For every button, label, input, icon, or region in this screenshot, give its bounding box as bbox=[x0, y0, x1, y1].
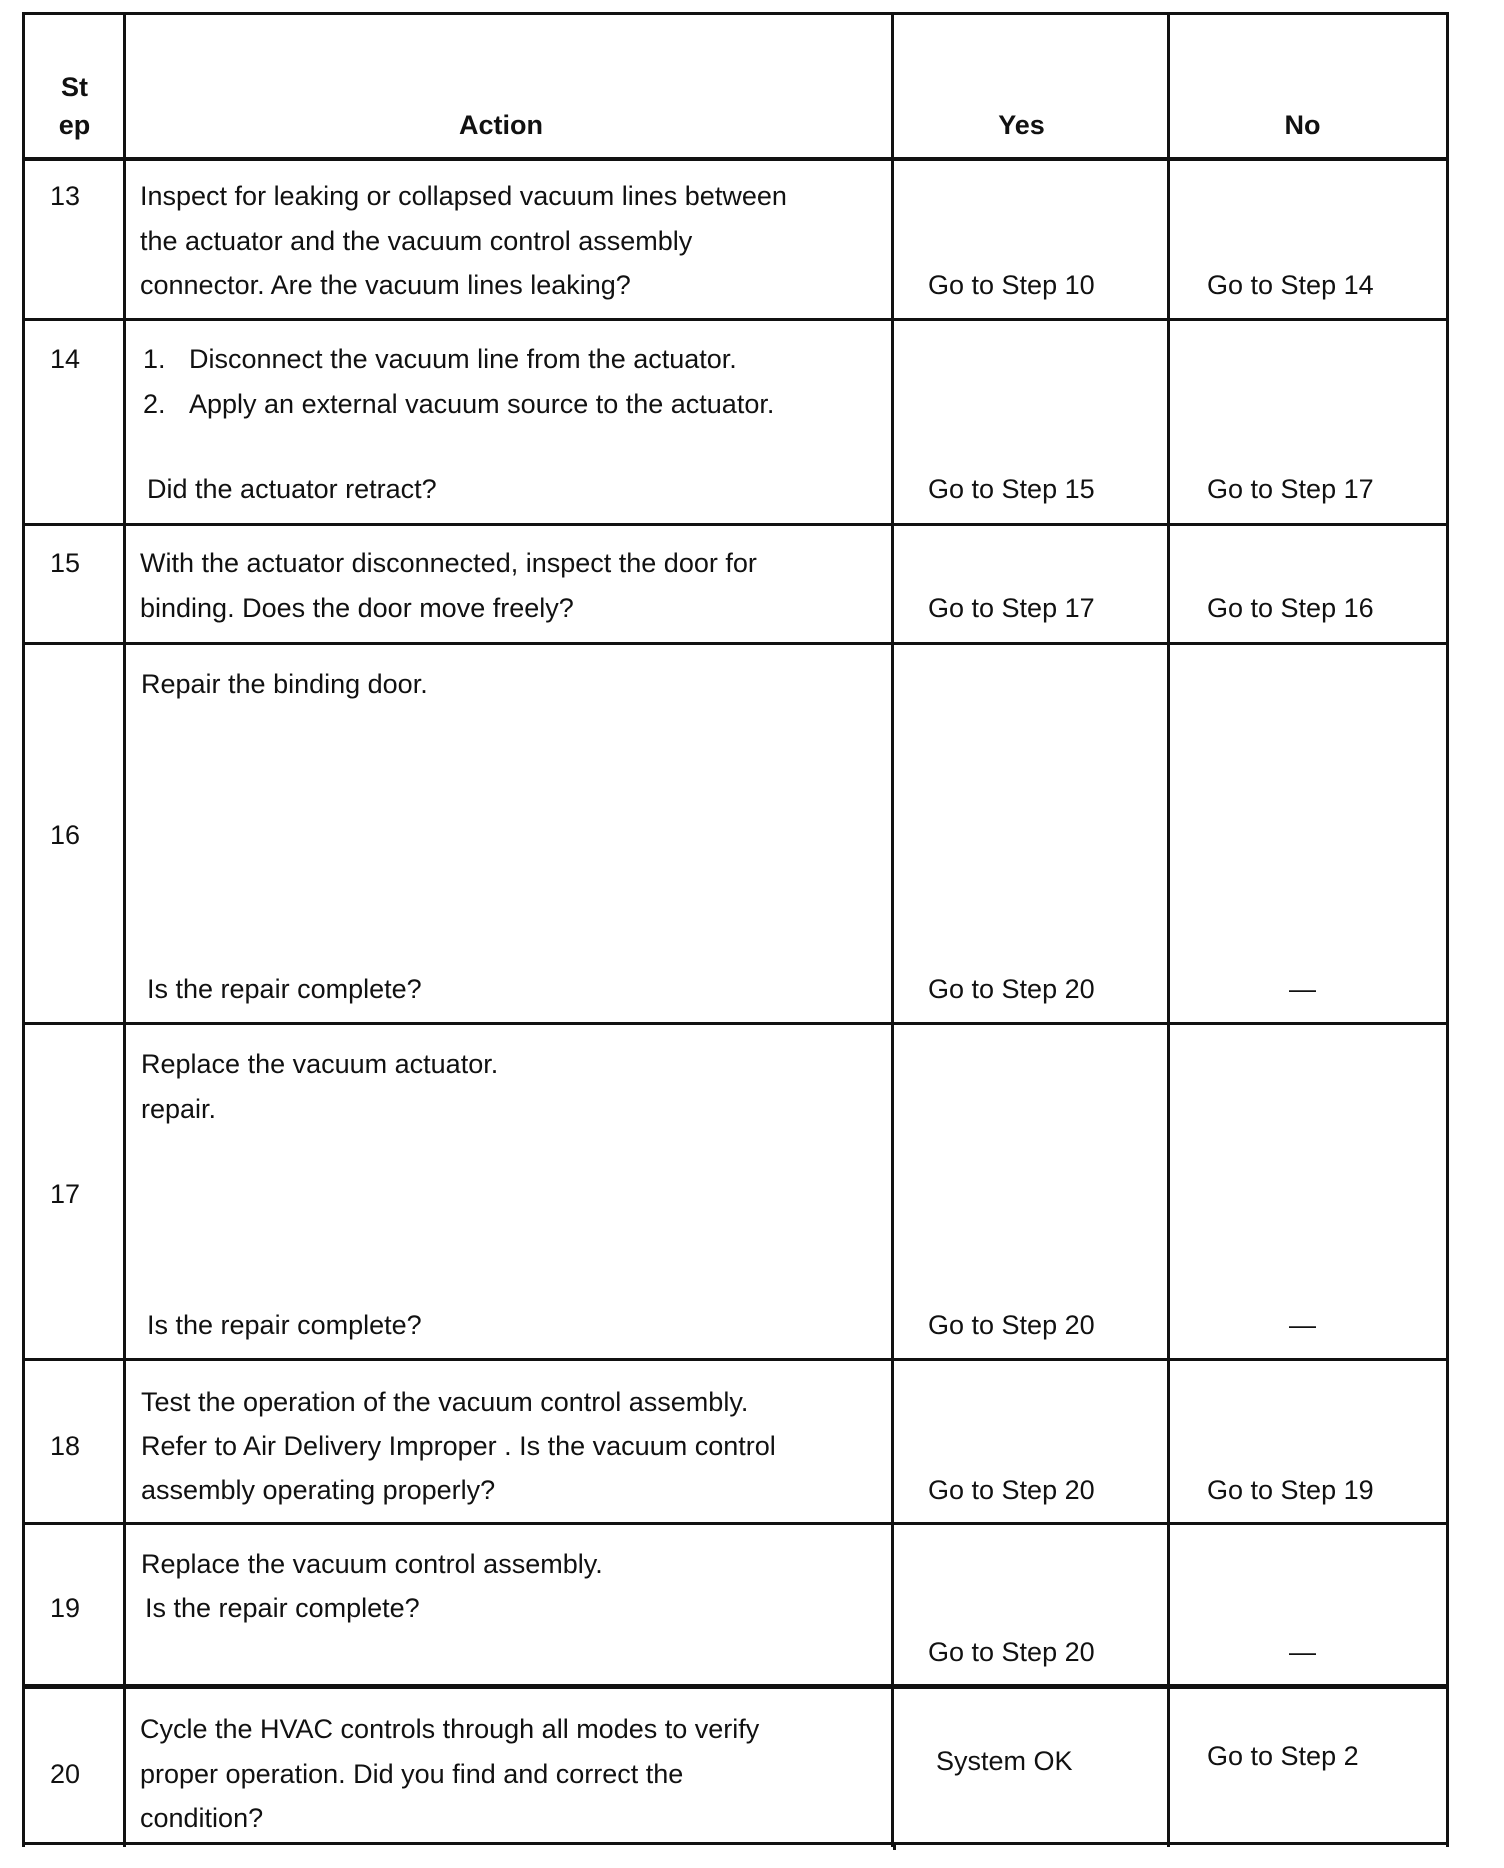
list-number: 2. bbox=[143, 389, 166, 419]
action-text: Replace the vacuum control assembly. bbox=[141, 1549, 603, 1579]
row-divider-16-17 bbox=[22, 1022, 1449, 1025]
row-divider-15-16 bbox=[22, 642, 1449, 645]
yes-step-link: Go to Step 20 bbox=[928, 1310, 1095, 1340]
yes-step-link: Go to Step 20 bbox=[928, 1475, 1095, 1505]
yes-step-link: Go to Step 15 bbox=[928, 474, 1095, 504]
row-divider-13-14 bbox=[22, 318, 1449, 321]
yes-step-link: Go to Step 17 bbox=[928, 593, 1095, 623]
column-divider-action-yes bbox=[891, 12, 894, 1847]
page-edge-mark bbox=[893, 1844, 896, 1850]
step-number: 14 bbox=[49, 344, 81, 374]
table-border-left bbox=[22, 12, 25, 1847]
step-number: 16 bbox=[49, 820, 81, 850]
yes-step-link: System OK bbox=[936, 1746, 1073, 1776]
no-step-link: Go to Step 19 bbox=[1207, 1475, 1374, 1505]
row-divider-19-20 bbox=[22, 1684, 1449, 1689]
table-border-top bbox=[22, 12, 1449, 15]
no-dash: — bbox=[1289, 1637, 1316, 1667]
action-question: Is the repair complete? bbox=[147, 1310, 422, 1340]
no-step-link: Go to Step 17 bbox=[1207, 474, 1374, 504]
step-number: 19 bbox=[49, 1593, 81, 1623]
action-text: connector. Are the vacuum lines leaking? bbox=[140, 270, 631, 300]
list-number: 1. bbox=[143, 344, 166, 374]
no-dash: — bbox=[1289, 974, 1316, 1004]
row-divider-18-19 bbox=[22, 1522, 1449, 1525]
header-step-line1: St bbox=[61, 72, 88, 102]
table-border-right bbox=[1446, 12, 1449, 1847]
action-text: Disconnect the vacuum line from the actuator. bbox=[189, 344, 737, 374]
step-number: 18 bbox=[49, 1431, 81, 1461]
yes-step-link: Go to Step 10 bbox=[928, 270, 1095, 300]
step-number: 20 bbox=[49, 1759, 81, 1789]
action-text: binding. Does the door move freely? bbox=[140, 593, 574, 623]
action-question: Is the repair complete? bbox=[147, 974, 422, 1004]
no-step-link: Go to Step 2 bbox=[1207, 1741, 1359, 1771]
action-text: Apply an external vacuum source to the actuator. bbox=[189, 389, 775, 419]
yes-step-link: Go to Step 20 bbox=[928, 974, 1095, 1004]
action-text: Replace the vacuum actuator. bbox=[141, 1049, 499, 1079]
action-text: condition? bbox=[140, 1803, 264, 1833]
no-step-link: Go to Step 14 bbox=[1207, 270, 1374, 300]
action-text: Test the operation of the vacuum control assembly. bbox=[141, 1387, 749, 1417]
step-number: 15 bbox=[49, 548, 81, 578]
action-text: the actuator and the vacuum control assembly bbox=[140, 226, 693, 256]
action-text: Refer to Air Delivery Improper . Is the vacuum control bbox=[141, 1431, 776, 1461]
header-no: No bbox=[1284, 110, 1321, 140]
header-yes: Yes bbox=[998, 110, 1045, 140]
step-number: 13 bbox=[49, 181, 81, 211]
action-text: With the actuator disconnected, inspect the door for bbox=[140, 548, 757, 578]
action-text: proper operation. Did you find and correct the bbox=[140, 1759, 684, 1789]
column-divider-yes-no bbox=[1167, 12, 1170, 1847]
no-dash: — bbox=[1289, 1310, 1316, 1340]
column-divider-step-action bbox=[123, 12, 126, 1847]
header-action: Action bbox=[459, 110, 543, 140]
action-text: Repair the binding door. bbox=[141, 669, 428, 699]
no-step-link: Go to Step 16 bbox=[1207, 593, 1374, 623]
action-text: repair. bbox=[141, 1094, 217, 1124]
row-divider-17-18 bbox=[22, 1358, 1449, 1361]
action-text: assembly operating properly? bbox=[141, 1475, 496, 1505]
table-border-bottom bbox=[22, 1842, 1449, 1845]
yes-step-link: Go to Step 20 bbox=[928, 1637, 1095, 1667]
action-text: Cycle the HVAC controls through all modes to verify bbox=[140, 1714, 760, 1744]
action-question: Is the repair complete? bbox=[145, 1593, 420, 1623]
header-bottom-rule bbox=[22, 157, 1449, 161]
step-number: 17 bbox=[49, 1179, 81, 1209]
row-divider-14-15 bbox=[22, 523, 1449, 526]
action-question: Did the actuator retract? bbox=[147, 474, 437, 504]
header-step-line2: ep bbox=[58, 110, 91, 140]
action-text: Inspect for leaking or collapsed vacuum lines between bbox=[140, 181, 787, 211]
